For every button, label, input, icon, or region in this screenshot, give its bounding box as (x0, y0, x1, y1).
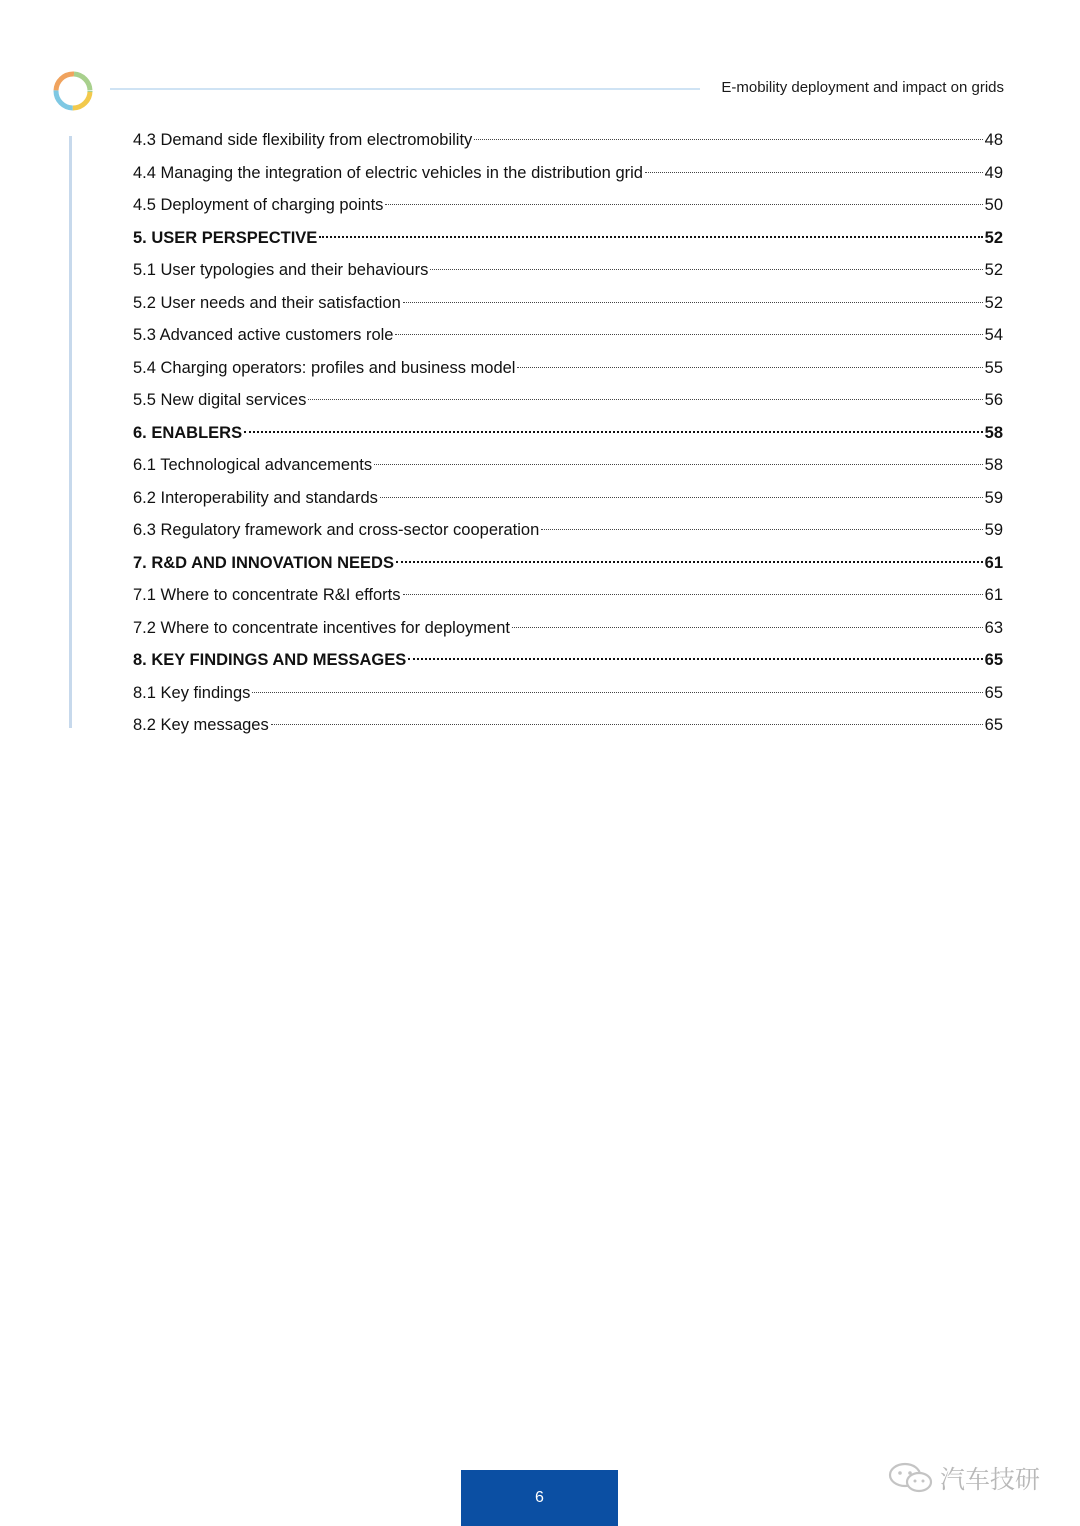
toc-dot-leader (395, 334, 982, 335)
table-of-contents (133, 124, 1003, 742)
toc-entry-page: 55 (984, 358, 1003, 377)
left-margin-bar (69, 136, 72, 728)
toc-entry[interactable] (133, 579, 1003, 612)
toc-entry-label: 6. ENABLERS (133, 423, 243, 442)
toc-entry[interactable] (133, 612, 1003, 645)
toc-dot-leader (271, 724, 983, 725)
toc-entry-page: 58 (984, 423, 1003, 442)
toc-entry-label: 5. USER PERSPECTIVE (133, 228, 318, 247)
toc-entry[interactable] (133, 482, 1003, 515)
toc-dot-leader (374, 464, 983, 465)
toc-entry-page: 59 (984, 521, 1003, 539)
watermark-text: 汽车技研 (940, 1465, 1041, 1494)
toc-entry-page: 65 (984, 651, 1003, 669)
toc-entry-label: 5.1 User typologies and their behaviours (133, 261, 429, 279)
wechat-icon (886, 1461, 936, 1495)
toc-dot-leader (308, 399, 982, 400)
toc-entry[interactable] (133, 514, 1003, 547)
toc-entry-page: 61 (984, 553, 1003, 572)
toc-dot-leader (244, 431, 983, 433)
toc-entry[interactable] (133, 287, 1003, 320)
toc-entry-page: 56 (984, 391, 1003, 409)
toc-entry-page: 52 (984, 293, 1003, 312)
toc-entry-label: 6.3 Regulatory framework and cross-sector cooperation (133, 521, 540, 539)
toc-entry-label: 4.3 Demand side flexibility from electromobility (133, 131, 473, 149)
toc-entry-label: 8.2 Key messages (133, 716, 269, 734)
toc-entry-label: 7.2 Where to concentrate incentives for deployment (133, 618, 510, 637)
toc-entry-page: 65 (984, 716, 1003, 734)
toc-section-entry[interactable] (133, 547, 1003, 580)
toc-entry-page: 49 (984, 163, 1003, 182)
toc-entry[interactable] (133, 352, 1003, 385)
toc-entry-page: 59 (984, 488, 1003, 507)
toc-entry-page: 50 (984, 196, 1003, 214)
toc-dot-leader (252, 692, 982, 693)
logo-ring-icon (50, 68, 96, 114)
toc-entry-label: 4.5 Deployment of charging points (133, 196, 384, 214)
toc-entry-page: 54 (984, 326, 1003, 344)
toc-dot-leader (430, 269, 982, 270)
toc-entry-page: 58 (984, 456, 1003, 474)
toc-entry-label: 5.4 Charging operators: profiles and business model (133, 358, 516, 377)
toc-entry[interactable] (133, 677, 1003, 710)
toc-entry-label: 7.1 Where to concentrate R&I efforts (133, 586, 401, 604)
toc-entry[interactable] (133, 157, 1003, 190)
toc-dot-leader (541, 529, 982, 530)
toc-entry-label: 8.1 Key findings (133, 683, 251, 702)
header-divider (110, 88, 700, 90)
toc-entry-page: 65 (984, 683, 1003, 702)
toc-entry[interactable] (133, 449, 1003, 482)
toc-dot-leader (396, 561, 983, 563)
page-number-box (461, 1470, 618, 1526)
toc-entry-label: 8. KEY FINDINGS AND MESSAGES (133, 651, 407, 669)
toc-entry[interactable] (133, 124, 1003, 157)
toc-dot-leader (403, 594, 983, 595)
watermark (886, 1458, 1040, 1498)
toc-dot-leader (474, 139, 982, 140)
toc-dot-leader (408, 658, 982, 660)
toc-section-entry[interactable] (133, 417, 1003, 450)
toc-entry-label: 6.2 Interoperability and standards (133, 488, 378, 507)
running-header-title: E-mobility deployment and impact on grids (721, 79, 1004, 96)
toc-entry-page: 52 (984, 228, 1003, 247)
toc-entry[interactable] (133, 254, 1003, 287)
toc-entry[interactable] (133, 384, 1003, 417)
toc-entry[interactable] (133, 319, 1003, 352)
toc-entry-page: 48 (984, 131, 1003, 149)
toc-entry-label: 4.4 Managing the integration of electric vehicles in the distribution grid (133, 163, 643, 182)
toc-dot-leader (645, 172, 983, 173)
toc-dot-leader (385, 204, 982, 205)
toc-entry-label: 6.1 Technological advancements (133, 456, 373, 474)
toc-entry-page: 52 (984, 261, 1003, 279)
toc-dot-leader (403, 302, 983, 303)
toc-entry[interactable] (133, 189, 1003, 222)
page-number: 6 (535, 1489, 544, 1506)
toc-dot-leader (380, 497, 983, 498)
toc-entry-page: 63 (984, 618, 1003, 637)
toc-entry-label: 5.5 New digital services (133, 391, 307, 409)
toc-section-entry[interactable] (133, 222, 1003, 255)
toc-entry-label: 5.3 Advanced active customers role (133, 326, 394, 344)
toc-section-entry[interactable] (133, 644, 1003, 677)
toc-dot-leader (319, 236, 982, 238)
toc-entry-label: 7. R&D AND INNOVATION NEEDS (133, 553, 394, 572)
toc-entry[interactable] (133, 709, 1003, 742)
toc-dot-leader (512, 627, 983, 628)
toc-entry-page: 61 (984, 586, 1003, 604)
toc-entry-label: 5.2 User needs and their satisfaction (133, 293, 401, 312)
toc-dot-leader (517, 367, 982, 368)
